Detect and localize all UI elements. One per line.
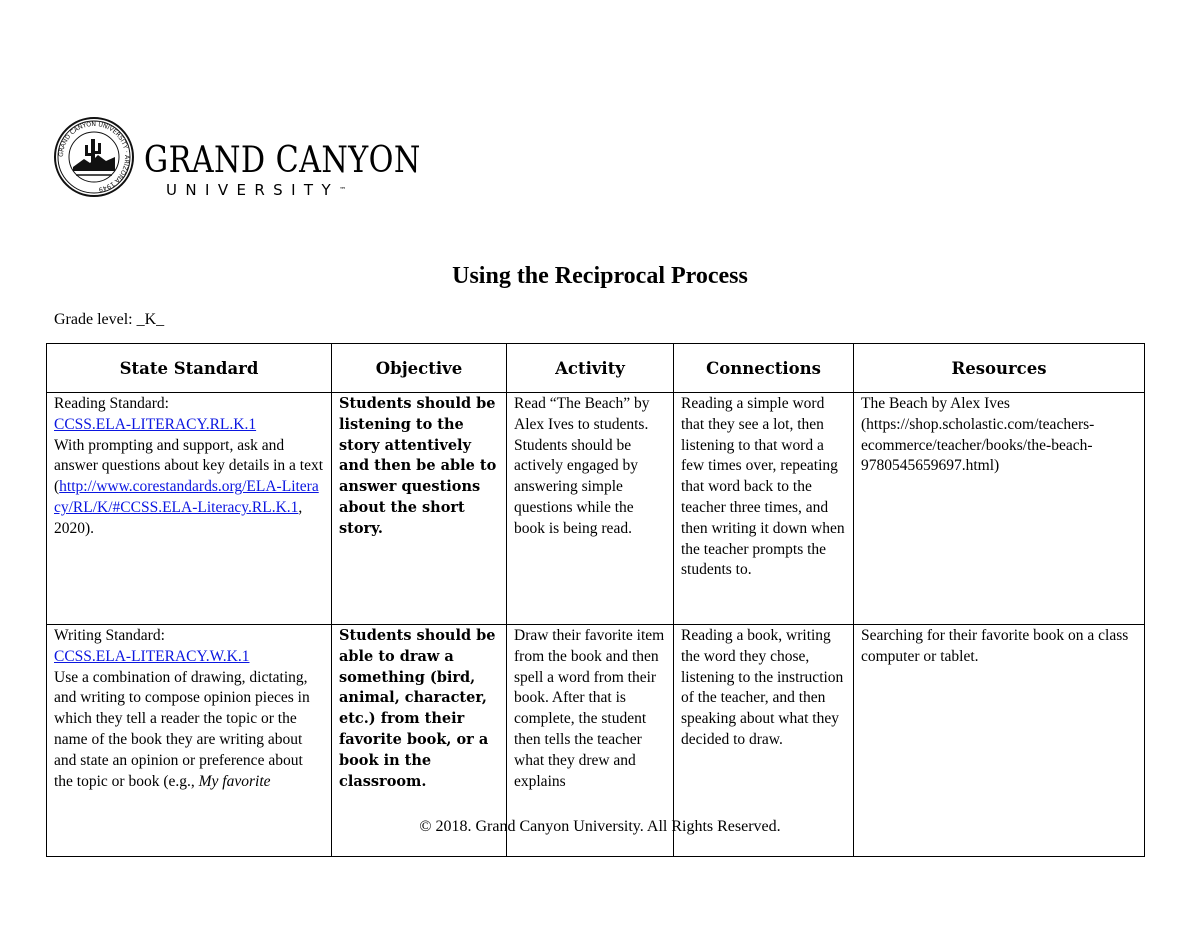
logo-subname-text: UNIVERSITY xyxy=(166,181,340,199)
cell-connections xyxy=(674,393,854,625)
header-objective: Objective xyxy=(332,344,507,393)
cell-resources xyxy=(854,393,1145,625)
header-resources: Resources xyxy=(854,344,1145,393)
activity-text: Read “The Beach” by Alex Ives to students. Students should be actively engaged by answering simple questions while the book is being read. xyxy=(514,395,650,537)
grade-level: Grade level: _K_ xyxy=(54,311,165,328)
table-row xyxy=(47,393,1145,625)
cell-objective xyxy=(332,393,507,625)
table-header-row xyxy=(47,344,1145,393)
cell-state-standard xyxy=(47,393,332,625)
university-logo xyxy=(54,117,434,197)
copyright-footer: © 2018. Grand Canyon University. All Rights Reserved. xyxy=(419,818,781,835)
standard-code-link[interactable]: CCSS.ELA-LITERACY.W.K.1 xyxy=(54,647,250,665)
standard-code-link[interactable]: CCSS.ELA-LITERACY.RL.K.1 xyxy=(54,415,257,433)
connections-text: Reading a book, writing the word they chose, listening to the instruction of the teacher, and then speaking about what they decided to draw. xyxy=(681,627,844,748)
activity-text: Draw their favorite item from the book and then spell a word from their book. After that is complete, the student then tells the teacher what they drew and explains xyxy=(514,627,665,790)
resources-text: Searching for their favorite book on a class computer or tablet. xyxy=(861,627,1129,665)
standard-label: Reading Standard: xyxy=(54,395,169,412)
header-state-standard: State Standard xyxy=(47,344,332,393)
lesson-table xyxy=(46,343,1145,857)
standard-text: Use a combination of drawing, dictating, and writing to compose opinion pieces in which they tell a reader the topic or the name of the book they are writing about and state an opinion or preference about the topic or book (e.g., xyxy=(54,668,310,790)
standard-italic-text: My favorite xyxy=(198,772,271,790)
trademark-symbol: ™ xyxy=(339,186,347,194)
standard-url-link[interactable]: http://www.corestandards.org/ELA-Literacy/RL/K/#CCSS.ELA-Literacy.RL.K.1 xyxy=(54,478,319,516)
objective-text: Students should be able to draw a something (bird, animal, character, etc.) from their favorite book, or a book in the classroom. xyxy=(339,627,496,790)
header-connections: Connections xyxy=(674,344,854,393)
university-seal-icon xyxy=(54,117,134,197)
seal-text: GRAND CANYON UNIVERSITY · ARIZONA 1949 xyxy=(57,120,131,193)
resources-text: The Beach by Alex Ives (https://shop.scholastic.com/teachers-ecommerce/teacher/books/the-beach-9780545659697.html) xyxy=(861,395,1095,475)
standard-text: With prompting and support, ask and answer questions about key details in a text xyxy=(54,436,324,475)
standard-label: Writing Standard: xyxy=(54,627,165,644)
objective-text: Students should be listening to the story attentively and then be able to answer questions about the short story. xyxy=(339,395,497,537)
logo-name: GRAND CANYON xyxy=(144,140,421,181)
header-activity: Activity xyxy=(507,344,674,393)
cell-activity xyxy=(507,393,674,625)
connections-text: Reading a simple word that they see a lot, then listening to that word a few times over, repeating that word back to the teacher three times, and then writing it down when the teacher prompts the students to. xyxy=(681,395,845,579)
standard-paren: ( xyxy=(54,478,60,496)
standard-citation-tail: , 2020). xyxy=(54,498,303,537)
page-title: Using the Reciprocal Process xyxy=(452,263,748,289)
logo-subname xyxy=(166,183,346,198)
